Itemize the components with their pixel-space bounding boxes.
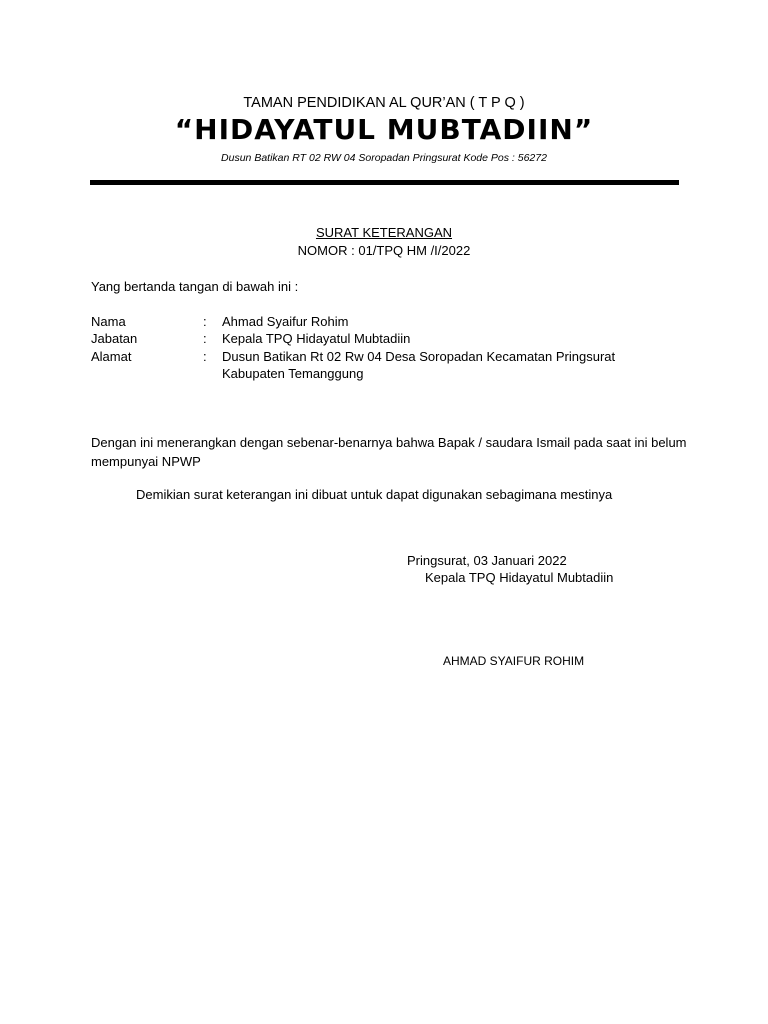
field-value-jabatan: Kepala TPQ Hidayatul Mubtadiin (222, 331, 411, 346)
field-value-alamat: Dusun Batikan Rt 02 Rw 04 Desa Soropadan Kecamatan Pringsurat (222, 349, 616, 364)
field-colon: : (203, 349, 207, 364)
field-value-nama: Ahmad Syaifur Rohim (222, 314, 349, 329)
field-colon: : (203, 331, 207, 346)
org-name: “HIDAYATUL MUBTADIIN” (174, 113, 594, 146)
field-value-alamat-line2: Kabupaten Temanggung (222, 366, 364, 381)
document-title: SURAT KETERANGAN (315, 225, 453, 240)
field-label-jabatan: Jabatan (91, 331, 138, 346)
field-label-alamat: Alamat (91, 349, 132, 364)
body-paragraph: Dengan ini menerangkan dengan sebenar-benarnya bahwa Bapak / saudara Ismail pada saat ini belum mempunyai NPWP (91, 435, 687, 469)
signature-place-date: Pringsurat, 03 Januari 2022 (407, 553, 567, 568)
closing-paragraph: Demikian surat keterangan ini dibuat untuk dapat digunakan sebagimana mestinya (136, 487, 613, 502)
intro-text: Yang bertanda tangan di bawah ini : (91, 279, 299, 294)
field-colon: : (203, 314, 207, 329)
org-type-line: TAMAN PENDIDIKAN AL QUR’AN ( T P Q ) (243, 95, 525, 111)
signature-title: Kepala TPQ Hidayatul Mubtadiin (425, 570, 614, 585)
signature-name: AHMAD SYAIFUR ROHIM (443, 654, 585, 668)
field-label-nama: Nama (91, 314, 126, 329)
letterhead-divider (90, 180, 679, 185)
document-number: NOMOR : 01/TPQ HM /I/2022 (297, 243, 471, 258)
org-address: Dusun Batikan RT 02 RW 04 Soropadan Pringsurat Kode Pos : 56272 (221, 152, 547, 164)
